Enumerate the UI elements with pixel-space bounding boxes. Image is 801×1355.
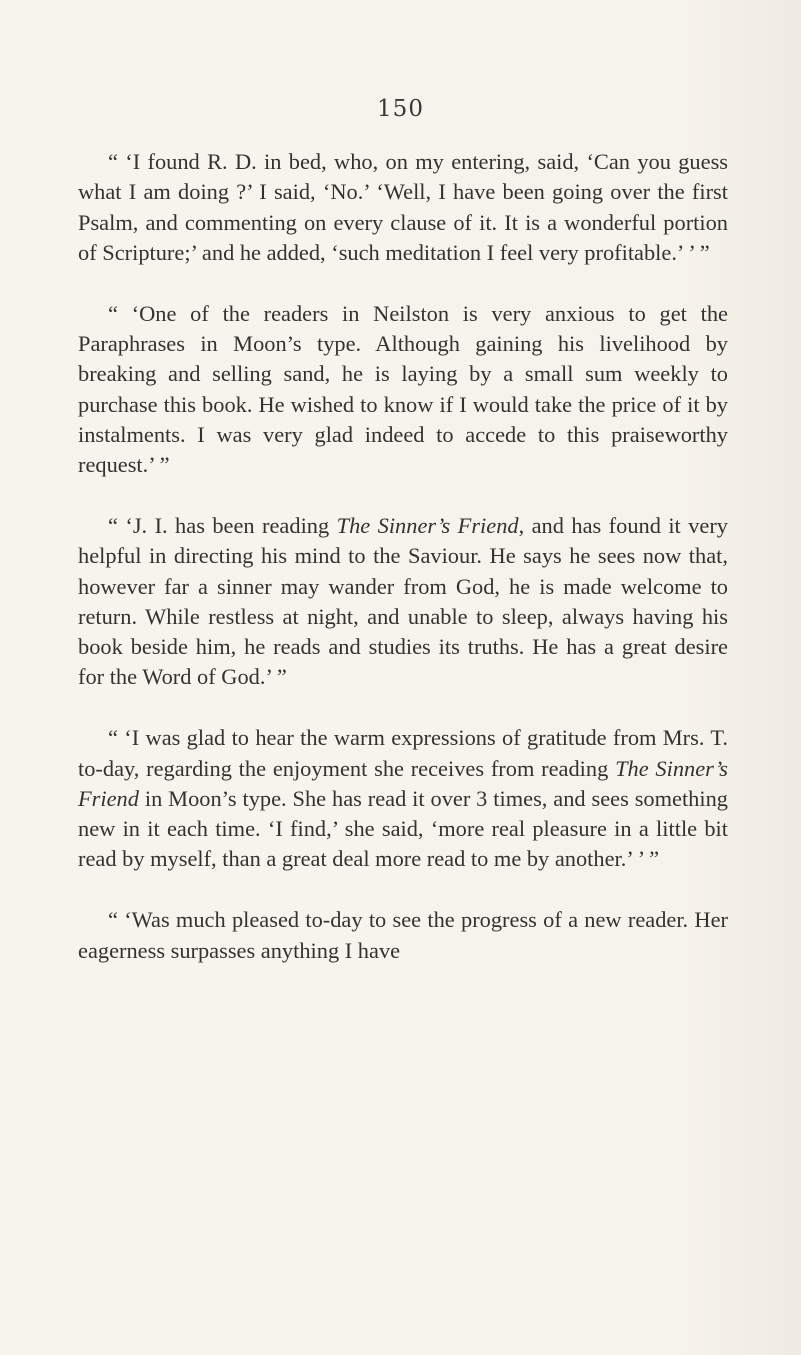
paragraph-ji-reading: [78, 511, 728, 693]
paragraph-mrs-t-gratitude: [78, 723, 728, 874]
paragraph-text: “ ‘I found R. D. in bed, who, on my entering, said, ‘Can you guess what I am doing ?’ I said, ‘No.’ ‘Well, I have been going over the first Psalm, and commenting on every clause of it. It is a wonderful portion of Scripture;’ and he added, ‘such meditation I feel very profitable.’ ’ ”: [78, 149, 728, 265]
paragraph-text: in Moon’s type. She has read it over 3 times, and sees something new in it each time. ‘I find,’ she said, ‘more real pleasure in a little bit read by myself, than a great deal more read to me by another.’ ’ ”: [78, 785, 728, 872]
paragraph-neilston-reader: [78, 299, 728, 481]
body-text: [78, 147, 728, 966]
paragraph-text: , and has found it very helpful in directing his mind to the Saviour. He says he sees now that, however far a sinner may wander from God, he is made welcome to return. While restless at night, and unable to sleep, always having his book beside him, he reads and studies its truths. He has a great desire for the Word of God.’ ”: [78, 512, 728, 690]
paragraph-text: “ ‘J. I. has been reading: [108, 512, 337, 538]
paragraph-text: “ ‘Was much pleased to-day to see the progress of a new reader. Her eagerness surpasses anything I have: [78, 907, 728, 963]
paragraph-text: “ ‘I was glad to hear the warm expressions of gratitude from Mrs. T. to-day, regarding the enjoyment she receives from reading: [78, 725, 728, 781]
book-title: The Sinner’s Friend: [336, 512, 519, 538]
book-title: The Sinner’s Friend: [78, 755, 728, 811]
paragraph-new-reader: [78, 905, 728, 966]
paragraph-rd-in-bed: [78, 147, 728, 268]
paragraph-text: “ ‘One of the readers in Neilston is very anxious to get the Paraphrases in Moon’s type. Although gaining his livelihood by breaking and selling sand, he is laying by a small sum weekly to purchase this book. He wished to know if I would take the price of it by instalments. I was very glad indeed to accede to this praiseworthy request.’ ”: [78, 300, 728, 478]
page-number: 150: [377, 96, 424, 122]
